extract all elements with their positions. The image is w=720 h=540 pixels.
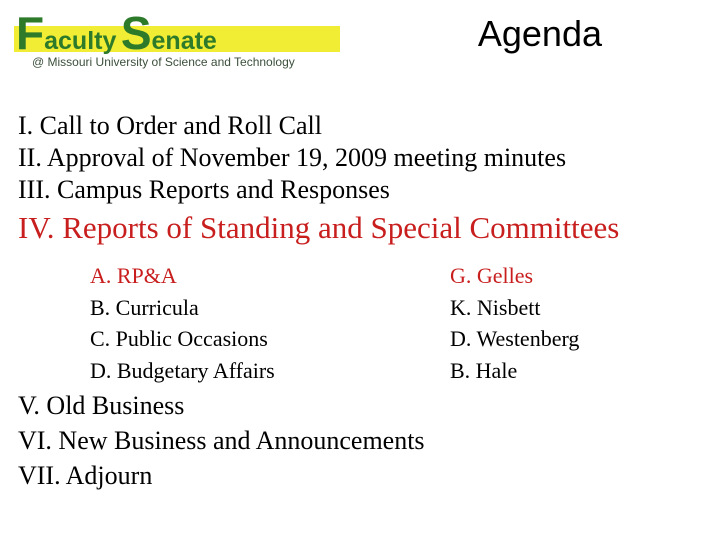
agenda-item-5: V. Old Business [18, 391, 185, 420]
committee-person: B. Hale [450, 357, 518, 383]
logo-word-aculty: aculty [44, 27, 117, 55]
committee-person: K. Nisbett [450, 294, 541, 320]
logo-cap-s: S [120, 7, 152, 59]
committee-person: G. Gelles [450, 263, 534, 288]
agenda-list-top [18, 110, 619, 248]
committee-list [90, 260, 650, 386]
committee-row [90, 355, 650, 387]
logo-cap-f: F [16, 7, 45, 59]
page-title: Agenda [477, 13, 602, 54]
committee-person: D. Westenberg [450, 326, 580, 351]
logo-word-enate: enate [151, 27, 217, 55]
committee-row [90, 260, 650, 292]
agenda-list-bottom [18, 388, 425, 493]
agenda-item-4: IV. Reports of Standing and Special Committees [18, 210, 620, 245]
committee-name: A. RP&A [90, 263, 177, 288]
agenda-item-1: I. Call to Order and Roll Call [18, 111, 323, 140]
agenda-item-3: III. Campus Reports and Responses [18, 175, 390, 204]
agenda-item-2: II. Approval of November 19, 2009 meeting minutes [18, 143, 567, 172]
committee-row [90, 292, 650, 324]
committee-row [90, 323, 650, 355]
committee-name: C. Public Occasions [90, 326, 268, 351]
logo-subtitle: @ Missouri University of Science and Technology [32, 55, 295, 69]
faculty-senate-logo [10, 8, 340, 74]
agenda-item-7: VII. Adjourn [18, 461, 153, 490]
committee-name: D. Budgetary Affairs [90, 357, 275, 383]
logo-title [16, 7, 217, 59]
committee-name: B. Curricula [90, 294, 199, 320]
agenda-item-6: VI. New Business and Announcements [18, 426, 425, 455]
